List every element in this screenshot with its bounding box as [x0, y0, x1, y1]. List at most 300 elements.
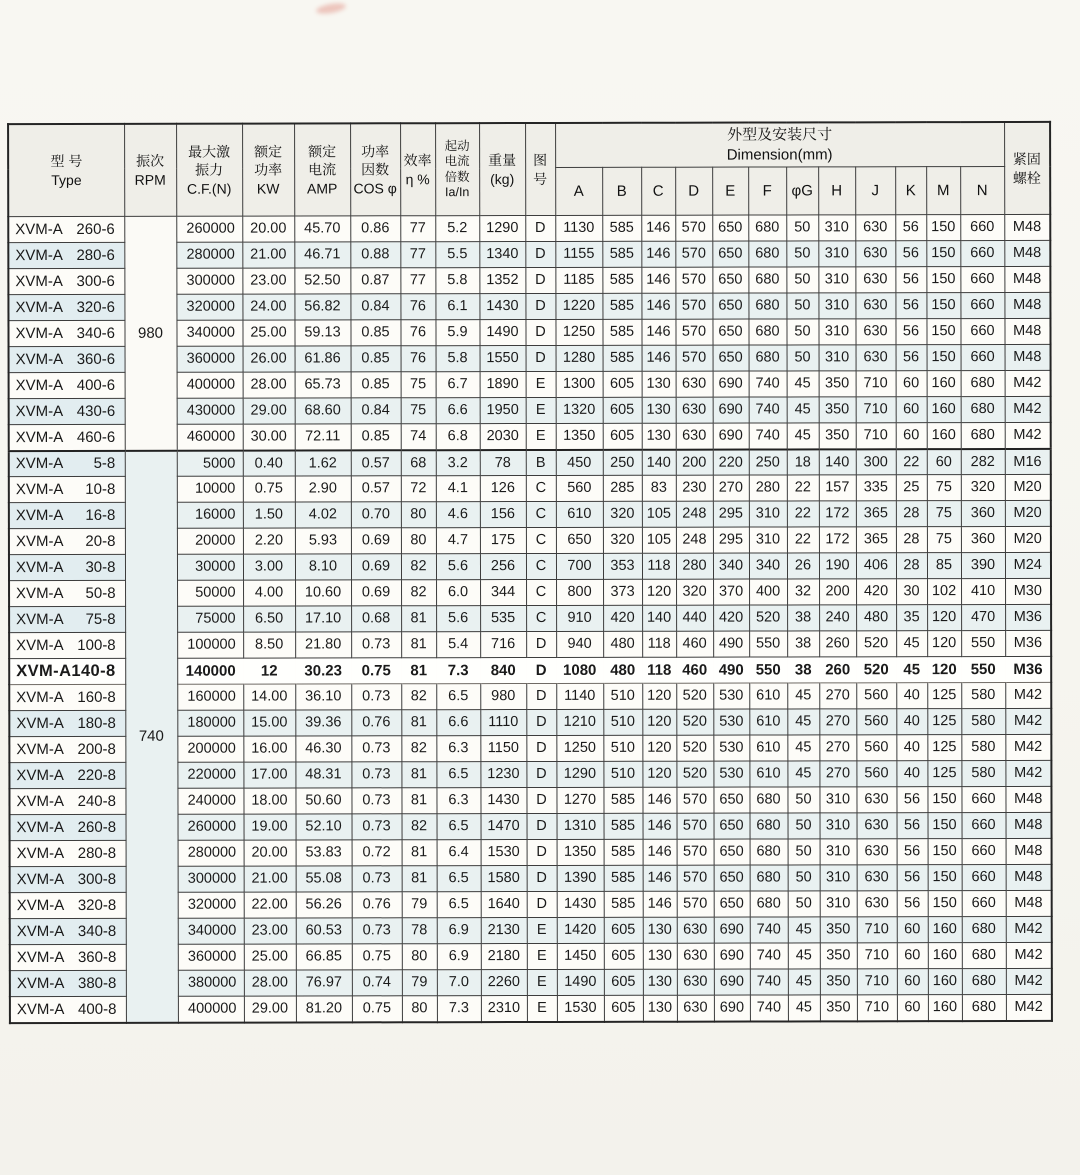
cell-dim-j: 710: [857, 943, 897, 969]
cell-dim-n: 660: [960, 267, 1004, 293]
cell-cos: 0.85: [350, 320, 400, 346]
cell-dim-k: 56: [895, 215, 926, 241]
cell-dim-e: 690: [713, 423, 749, 449]
cell-weight: 980: [480, 684, 526, 710]
cell-dim-a: 800: [556, 579, 603, 605]
cell-dim-e: 530: [713, 735, 749, 761]
cell-start-ratio: 4.1: [436, 476, 480, 502]
cell-dim-d: 570: [675, 267, 712, 293]
cell-weight: 175: [480, 528, 526, 554]
cell-dim-c: 118: [642, 553, 676, 579]
cell-dim-h: 350: [819, 423, 856, 449]
cell-dim-m: 75: [927, 527, 961, 553]
cell-start-ratio: 5.4: [436, 632, 480, 658]
cell-dim-c: 146: [643, 813, 677, 839]
col-header-starting-current-ratio: 起动 电流 倍数 Ia/In: [435, 123, 479, 216]
cell-dim-e: 690: [713, 397, 749, 423]
cell-model: XVM-A 20-8: [9, 528, 125, 554]
cell-eff: 80: [402, 996, 437, 1022]
cell-dim-d: 280: [676, 553, 713, 579]
col-header-rated-current: 额定 电流 AMP: [294, 123, 350, 216]
cell-weight: 1230: [480, 762, 526, 788]
cell-figure: E: [527, 943, 557, 969]
cell-cf: 240000: [177, 788, 243, 814]
cell-dim-j: 520: [856, 657, 896, 683]
cell-dim-f: 680: [750, 891, 788, 917]
cell-dim-g: 45: [788, 917, 820, 943]
cell-cf: 360000: [177, 346, 243, 372]
cell-dim-j: 630: [855, 267, 895, 293]
col-header-dim-a: A: [555, 167, 602, 215]
cell-cos: 0.74: [352, 970, 402, 996]
cell-dim-d: 570: [675, 241, 712, 267]
col-header-dim-e: E: [712, 167, 748, 215]
cell-dim-e: 690: [714, 995, 750, 1021]
cell-dim-h: 190: [819, 553, 856, 579]
cell-dim-k: 56: [895, 267, 926, 293]
cell-cf: 160000: [177, 684, 243, 710]
cell-dim-j: 630: [857, 839, 897, 865]
cell-dim-h: 270: [819, 683, 856, 709]
cell-dim-a: 1490: [557, 969, 604, 995]
cell-figure: E: [527, 917, 557, 943]
cell-eff: 76: [400, 294, 435, 320]
cell-dim-d: 200: [676, 449, 713, 475]
cell-dim-j: 406: [856, 553, 896, 579]
cell-dim-h: 310: [820, 891, 857, 917]
cell-cf: 140000: [177, 658, 243, 684]
cell-dim-e: 650: [714, 839, 750, 865]
cell-dim-m: 160: [928, 917, 962, 943]
cell-dim-b: 585: [603, 787, 642, 813]
cell-dim-h: 350: [820, 969, 857, 995]
cell-cf: 180000: [177, 710, 243, 736]
cell-dim-k: 45: [896, 657, 927, 683]
cell-cf: 10000: [177, 476, 243, 502]
col-header-power-factor: 功率 因数 COS φ: [350, 123, 400, 216]
cell-model: XVM-A 280-6: [8, 242, 124, 268]
cell-cos: 0.69: [351, 580, 401, 606]
cell-dim-e: 530: [713, 761, 749, 787]
cell-dim-j: 335: [856, 475, 896, 501]
cell-dim-j: 560: [856, 683, 896, 709]
table-row: [8, 214, 1050, 242]
cell-dim-g: 22: [787, 527, 819, 553]
cell-kw: 30.00: [243, 424, 295, 450]
cell-dim-g: 38: [787, 631, 819, 657]
cell-eff: 80: [401, 528, 436, 554]
cell-cf: 460000: [177, 424, 243, 450]
cell-amp: 56.82: [294, 294, 350, 320]
cell-dim-f: 310: [749, 527, 787, 553]
cell-start-ratio: 6.3: [436, 736, 480, 762]
cell-dim-e: 690: [714, 969, 750, 995]
cell-dim-g: 50: [787, 345, 819, 371]
cell-dim-c: 105: [642, 501, 676, 527]
cell-dim-a: 910: [556, 605, 603, 631]
cell-dim-a: 650: [556, 527, 603, 553]
cell-dim-f: 680: [749, 787, 787, 813]
cell-dim-c: 140: [642, 449, 676, 475]
cell-bolt: M42: [1005, 708, 1051, 734]
cell-dim-a: 700: [556, 553, 603, 579]
cell-cf: 320000: [176, 294, 242, 320]
cell-weight: 2310: [481, 996, 527, 1022]
cell-bolt: M42: [1006, 968, 1052, 994]
cell-dim-g: 26: [787, 553, 819, 579]
cell-cos: 0.68: [351, 606, 401, 632]
cell-bolt: M48: [1006, 890, 1052, 916]
cell-figure: D: [525, 293, 555, 319]
col-header-figure-number: 图 号: [525, 123, 555, 216]
cell-figure: E: [527, 995, 557, 1021]
table-row: [9, 448, 1051, 476]
col-header-dim-d: D: [675, 167, 712, 215]
cell-dim-d: 520: [676, 709, 713, 735]
cell-figure: D: [526, 735, 556, 761]
cell-bolt: M42: [1005, 370, 1051, 396]
cell-figure: D: [527, 865, 557, 891]
cell-dim-b: 585: [602, 267, 641, 293]
cell-dim-c: 130: [642, 423, 676, 449]
cell-cos: 0.73: [352, 814, 402, 840]
cell-dim-f: 680: [750, 813, 788, 839]
cell-rpm: 980: [124, 216, 176, 450]
cell-dim-n: 660: [960, 241, 1004, 267]
cell-amp: 48.31: [295, 762, 351, 788]
cell-figure: C: [526, 527, 556, 553]
cell-eff: 81: [402, 840, 437, 866]
cell-dim-m: 85: [927, 553, 961, 579]
cell-cf: 430000: [177, 398, 243, 424]
cell-figure: D: [526, 709, 556, 735]
cell-bolt: M20: [1005, 526, 1051, 552]
cell-kw: 18.00: [243, 788, 295, 814]
cell-figure: D: [525, 215, 555, 241]
cell-dim-c: 146: [641, 319, 675, 345]
cell-dim-b: 510: [603, 735, 642, 761]
cell-eff: 75: [401, 398, 436, 424]
cell-amp: 17.10: [295, 606, 351, 632]
cell-dim-m: 102: [927, 579, 961, 605]
cell-dim-g: 50: [786, 293, 818, 319]
cell-dim-b: 585: [604, 813, 643, 839]
col-header-centrifugal-force: 最大激 振力 C.F.(N): [176, 124, 242, 217]
cell-start-ratio: 7.0: [437, 970, 481, 996]
cell-cos: 0.73: [351, 788, 401, 814]
cell-dim-n: 410: [961, 579, 1005, 605]
cell-dim-m: 160: [928, 995, 962, 1021]
cell-dim-c: 130: [643, 943, 677, 969]
cell-dim-h: 310: [820, 813, 857, 839]
cell-dim-a: 560: [556, 475, 603, 501]
cell-cf: 400000: [177, 372, 243, 398]
cell-start-ratio: 6.5: [436, 684, 480, 710]
cell-kw: 21.00: [242, 242, 294, 268]
cell-figure: D: [527, 813, 557, 839]
cell-amp: 53.83: [296, 840, 352, 866]
cell-dim-m: 160: [927, 371, 961, 397]
col-header-rated-power: 额定 功率 KW: [242, 123, 294, 216]
cell-dim-c: 83: [642, 475, 676, 501]
cell-cf: 320000: [178, 892, 244, 918]
cell-dim-j: 630: [855, 241, 895, 267]
cell-model: XVM-A 280-8: [10, 840, 126, 866]
cell-amp: 76.97: [296, 970, 352, 996]
cell-dim-m: 150: [926, 319, 960, 345]
cell-dim-a: 1310: [557, 813, 604, 839]
cell-bolt: M48: [1005, 786, 1051, 812]
cell-dim-n: 660: [961, 345, 1005, 371]
cell-dim-c: 130: [642, 371, 676, 397]
cell-dim-a: 1350: [557, 839, 604, 865]
cell-dim-d: 570: [677, 865, 714, 891]
cell-kw: 12: [243, 658, 295, 684]
cell-weight: 1890: [480, 372, 526, 398]
cell-dim-n: 580: [961, 761, 1005, 787]
cell-start-ratio: 5.8: [436, 346, 480, 372]
cell-dim-b: 250: [603, 449, 642, 475]
cell-dim-m: 160: [928, 943, 962, 969]
cell-bolt: M42: [1005, 734, 1051, 760]
cell-eff: 79: [402, 892, 437, 918]
cell-weight: 126: [480, 476, 526, 502]
cell-kw: 22.00: [244, 892, 296, 918]
cell-start-ratio: 4.7: [436, 528, 480, 554]
cell-weight: 256: [480, 554, 526, 580]
cell-dim-n: 580: [961, 683, 1005, 709]
cell-dim-m: 150: [926, 215, 960, 241]
cell-dim-d: 570: [676, 787, 713, 813]
cell-dim-h: 270: [819, 761, 856, 787]
cell-dim-b: 320: [603, 501, 642, 527]
cell-dim-b: 353: [603, 553, 642, 579]
cell-amp: 46.71: [294, 242, 350, 268]
cell-eff: 72: [401, 476, 436, 502]
cell-figure: E: [526, 371, 556, 397]
cell-cos: 0.75: [352, 996, 402, 1022]
cell-kw: 4.00: [243, 580, 295, 606]
cell-dim-n: 680: [962, 917, 1006, 943]
cell-dim-f: 550: [749, 631, 787, 657]
cell-dim-m: 160: [927, 397, 961, 423]
col-header-dim-b: B: [602, 167, 641, 215]
cell-start-ratio: 5.5: [435, 242, 479, 268]
cell-amp: 30.23: [295, 658, 351, 684]
cell-dim-f: 680: [748, 319, 786, 345]
cell-dim-f: 680: [748, 241, 786, 267]
cell-start-ratio: 6.5: [436, 762, 480, 788]
cell-dim-k: 56: [895, 241, 926, 267]
cell-cf: 100000: [177, 632, 243, 658]
cell-cos: 0.85: [351, 346, 401, 372]
cell-dim-j: 710: [857, 917, 897, 943]
cell-kw: 17.00: [243, 762, 295, 788]
cell-figure: D: [527, 891, 557, 917]
cell-bolt: M48: [1006, 864, 1052, 890]
cell-dim-g: 50: [786, 241, 818, 267]
cell-dim-d: 570: [677, 839, 714, 865]
cell-dim-j: 710: [857, 969, 897, 995]
col-header-dim-c: C: [641, 167, 675, 215]
cell-dim-d: 570: [675, 215, 712, 241]
cell-dim-d: 630: [677, 917, 714, 943]
cell-start-ratio: 6.0: [436, 580, 480, 606]
cell-dim-n: 580: [961, 709, 1005, 735]
cell-amp: 8.10: [295, 554, 351, 580]
cell-eff: 68: [401, 450, 436, 476]
cell-model: XVM-A 340-6: [8, 320, 124, 346]
cell-figure: C: [526, 475, 556, 501]
cell-model: XVM-A 240-8: [9, 788, 125, 814]
cell-dim-n: 680: [961, 423, 1005, 449]
cell-dim-a: 1185: [555, 267, 602, 293]
cell-figure: C: [526, 553, 556, 579]
cell-amp: 10.60: [295, 580, 351, 606]
cell-dim-a: 1270: [556, 787, 603, 813]
cell-dim-d: 520: [676, 683, 713, 709]
cell-dim-d: 630: [676, 371, 713, 397]
cell-model: XVM-A140-8: [9, 658, 125, 684]
cell-dim-g: 45: [787, 397, 819, 423]
cell-weight: 78: [480, 450, 526, 476]
cell-dim-j: 630: [856, 345, 896, 371]
cell-dim-a: 940: [556, 631, 603, 657]
cell-dim-k: 35: [896, 605, 927, 631]
cell-model: XVM-A 220-8: [9, 762, 125, 788]
cell-dim-c: 120: [642, 683, 676, 709]
cell-dim-a: 1530: [557, 995, 604, 1021]
cell-cf: 380000: [178, 970, 244, 996]
cell-bolt: M48: [1004, 214, 1050, 240]
cell-dim-d: 520: [676, 735, 713, 761]
cell-dim-m: 150: [928, 839, 962, 865]
cell-amp: 72.11: [295, 424, 351, 450]
col-header-rpm: 振次 RPM: [124, 124, 176, 217]
cell-model: XVM-A 260-8: [10, 814, 126, 840]
cell-eff: 82: [401, 684, 436, 710]
cell-figure: D: [525, 241, 555, 267]
cell-amp: 50.60: [295, 788, 351, 814]
spec-table-container: [7, 121, 1053, 1024]
cell-start-ratio: 7.3: [436, 658, 480, 684]
cell-eff: 81: [401, 658, 436, 684]
cell-dim-f: 740: [750, 995, 788, 1021]
cell-bolt: M42: [1005, 422, 1051, 448]
cell-dim-h: 310: [818, 293, 855, 319]
cell-dim-b: 605: [604, 917, 643, 943]
cell-weight: 156: [480, 502, 526, 528]
cell-dim-n: 550: [961, 657, 1005, 683]
cell-cos: 0.57: [351, 450, 401, 476]
cell-dim-h: 310: [819, 787, 856, 813]
cell-start-ratio: 6.3: [436, 788, 480, 814]
cell-dim-e: 650: [712, 241, 748, 267]
cell-dim-h: 172: [819, 527, 856, 553]
cell-kw: 23.00: [244, 918, 296, 944]
cell-cos: 0.75: [351, 658, 401, 684]
cell-model: XVM-A 400-6: [9, 372, 125, 398]
cell-amp: 55.08: [296, 866, 352, 892]
cell-dim-d: 460: [676, 631, 713, 657]
cell-dim-j: 560: [856, 709, 896, 735]
cell-dim-m: 150: [927, 345, 961, 371]
cell-cos: 0.75: [352, 944, 402, 970]
col-header-type: 型 号 Type: [8, 124, 124, 217]
cell-bolt: M36: [1005, 630, 1051, 656]
cell-dim-m: 120: [927, 631, 961, 657]
cell-bolt: M48: [1004, 240, 1050, 266]
cell-cos: 0.76: [352, 892, 402, 918]
cell-start-ratio: 6.1: [435, 294, 479, 320]
cell-dim-j: 630: [855, 319, 895, 345]
cell-dim-n: 282: [961, 449, 1005, 475]
cell-dim-c: 146: [643, 865, 677, 891]
cell-dim-b: 585: [604, 839, 643, 865]
cell-cos: 0.73: [352, 918, 402, 944]
cell-dim-d: 630: [677, 969, 714, 995]
cell-dim-d: 630: [676, 397, 713, 423]
cell-bolt: M42: [1006, 942, 1052, 968]
cell-start-ratio: 5.8: [435, 268, 479, 294]
cell-dim-g: 50: [788, 839, 820, 865]
cell-dim-n: 680: [961, 371, 1005, 397]
cell-dim-b: 585: [602, 241, 641, 267]
cell-bolt: M42: [1005, 760, 1051, 786]
cell-dim-c: 120: [642, 761, 676, 787]
cell-dim-g: 50: [786, 319, 818, 345]
cell-cos: 0.85: [351, 372, 401, 398]
cell-dim-b: 420: [603, 605, 642, 631]
cell-dim-k: 28: [896, 501, 927, 527]
cell-start-ratio: 6.5: [437, 892, 481, 918]
cell-dim-f: 250: [749, 449, 787, 475]
cell-dim-e: 490: [713, 657, 749, 683]
cell-dim-e: 650: [714, 813, 750, 839]
cell-cf: 20000: [177, 528, 243, 554]
cell-model: XVM-A 380-8: [10, 970, 126, 996]
cell-dim-a: 1220: [555, 293, 602, 319]
cell-dim-h: 200: [819, 579, 856, 605]
cell-dim-f: 740: [749, 371, 787, 397]
cell-dim-d: 440: [676, 605, 713, 631]
cell-kw: 19.00: [244, 814, 296, 840]
cell-cf: 280000: [178, 840, 244, 866]
cell-dim-j: 710: [856, 423, 896, 449]
cell-dim-f: 550: [749, 657, 787, 683]
cell-weight: 535: [480, 606, 526, 632]
cell-start-ratio: 3.2: [436, 450, 480, 476]
cell-eff: 76: [401, 346, 436, 372]
cell-dim-g: 45: [787, 683, 819, 709]
cell-weight: 1580: [481, 866, 527, 892]
cell-cf: 340000: [178, 918, 244, 944]
cell-dim-b: 510: [603, 683, 642, 709]
cell-dim-g: 50: [786, 215, 818, 241]
cell-dim-n: 660: [960, 319, 1004, 345]
cell-dim-b: 605: [603, 397, 642, 423]
cell-dim-j: 630: [856, 787, 896, 813]
cell-dim-h: 270: [819, 735, 856, 761]
cell-dim-c: 120: [642, 709, 676, 735]
cell-dim-k: 60: [897, 943, 928, 969]
cell-dim-m: 75: [927, 501, 961, 527]
cell-eff: 82: [401, 736, 436, 762]
cell-dim-n: 680: [962, 943, 1006, 969]
cell-bolt: M42: [1006, 994, 1052, 1020]
cell-dim-m: 150: [926, 293, 960, 319]
cell-dim-k: 40: [896, 735, 927, 761]
